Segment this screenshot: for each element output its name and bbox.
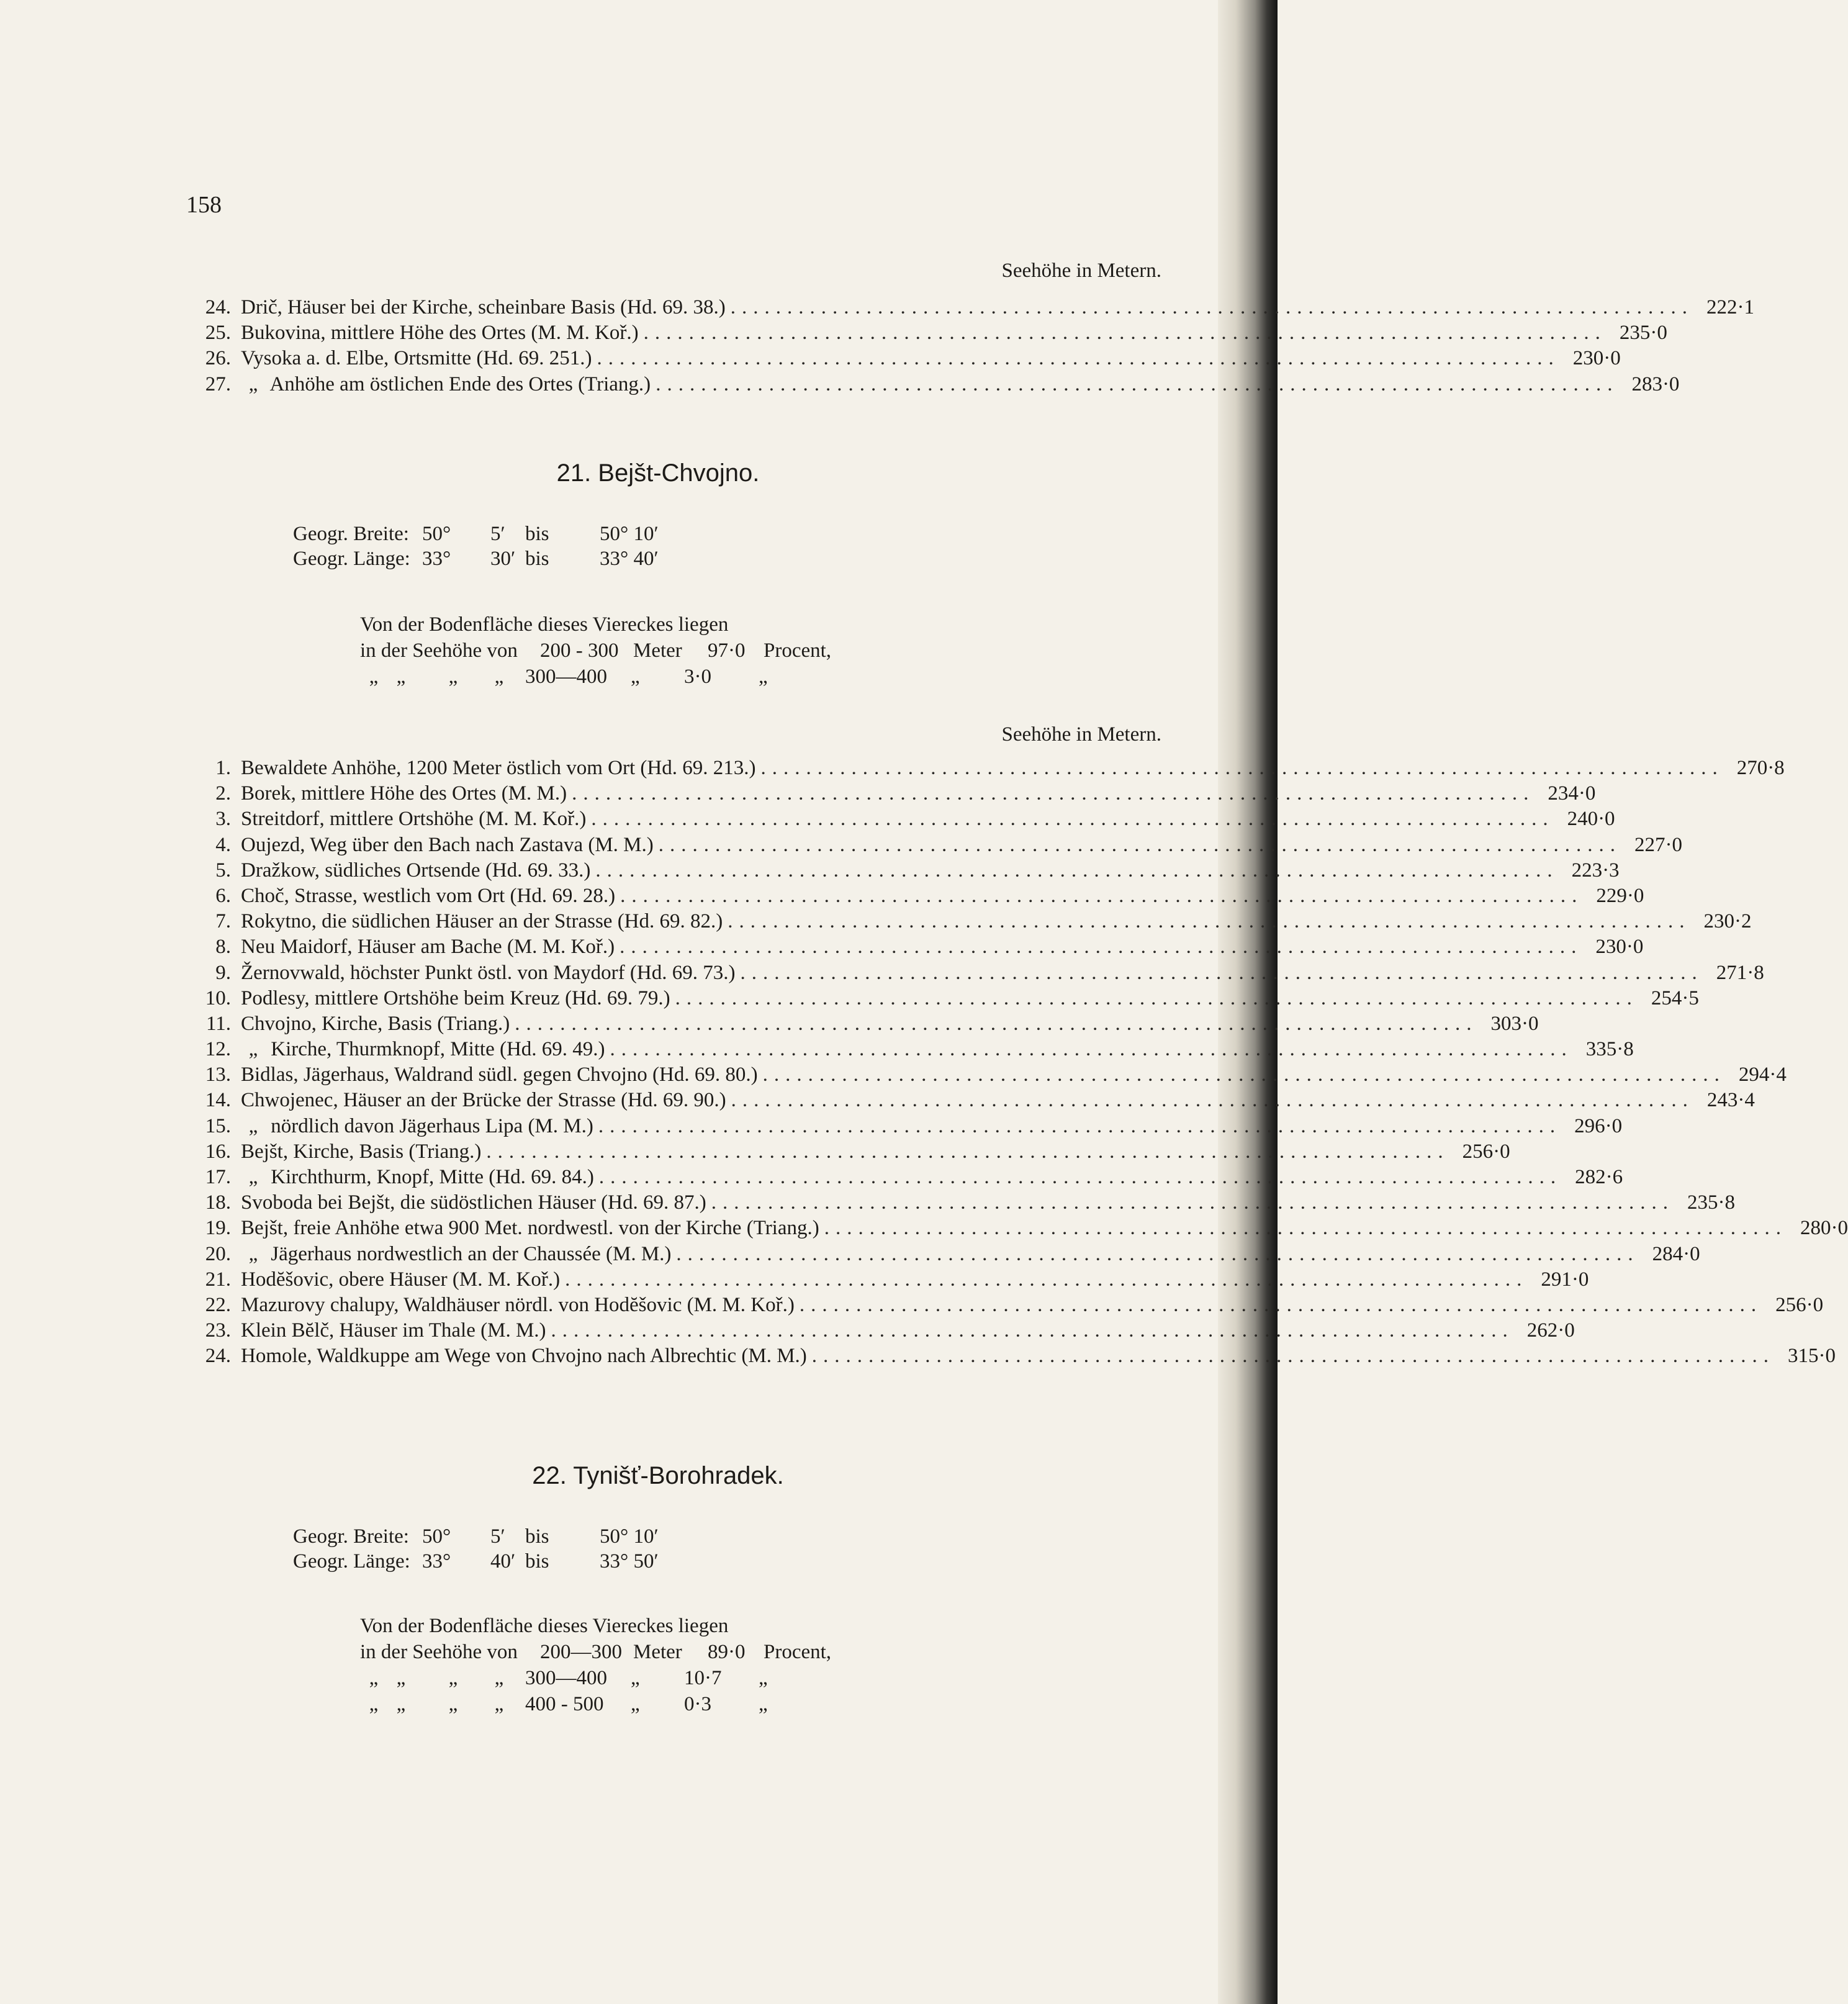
table-row [186,910,1752,936]
entry-number: 18. [205,1191,231,1214]
dot-leader: ..................................................................................... [811,1345,1775,1368]
distribution-suffix: Procent, [764,1641,832,1663]
latitude-from-min: 5′ [490,523,505,545]
entry-elevation: 254·5 [1651,986,1699,1009]
distribution-range: 400 - 500 [525,1693,604,1715]
entry-elevation: 282·6 [1575,1166,1623,1188]
entry-text-body: Anhöhe am östlichen Ende des Ortes (Triang.) [269,372,651,395]
dot-leader: ..................................................................................... [675,986,1638,1009]
distribution-value: 0·3 [684,1693,711,1715]
column-header: Seehöhe in Metern. [1001,260,1161,282]
distribution-suffix: „ [759,1667,768,1689]
entry-number: 2. [215,782,231,805]
dot-leader: ..................................................................................... [731,1089,1694,1112]
dot-leader: ..................................................................................... [711,1191,1674,1214]
table-row [186,884,1644,910]
longitude-line [293,1549,659,1574]
entry-elevation: 230·2 [1703,910,1752,933]
entry-number: 20. [205,1242,231,1265]
entry-elevation: 227·0 [1634,833,1683,856]
entry-text [241,1038,605,1061]
table-row [186,1063,1787,1089]
table-row [186,1012,1539,1038]
section-title: 22. Tynišť-Borohradek. [532,1462,784,1489]
distribution-intro: Von der Bodenfläche dieses Viereckes liegen [360,613,729,636]
entry-number: 11. [205,1012,231,1035]
entry-number: 8. [215,936,231,959]
entry-text: Streitdorf, mittlere Ortshöhe (M. M. Koř.) [241,808,587,831]
entry-elevation: 283·0 [1631,372,1680,395]
ditto-mark: „ [248,372,258,395]
table-row [186,1191,1735,1217]
entry-elevation: 256·0 [1462,1140,1510,1163]
entry-number: 24. [205,296,231,318]
latitude-label: Geogr. Breite: [293,1525,409,1548]
ditto-mark: „ [494,666,504,688]
dot-leader: ..................................................................................... [658,833,1622,856]
table-row [186,1319,1575,1345]
dot-leader: ..................................................................................... [760,757,1724,779]
distribution-value: 3·0 [684,666,711,688]
distribution-range: 200—300 [540,1641,622,1663]
dot-leader: ..................................................................................... [515,1012,1478,1035]
entry-text-body: nördlich davon Jägerhaus Lipa (M. M.) [271,1114,593,1137]
entry-text [241,1243,671,1266]
latitude-line [293,1524,659,1549]
distribution-value: 89·0 [708,1641,746,1663]
distribution-suffix: „ [759,666,768,688]
entry-text [241,1166,594,1189]
ditto-mark: „ [396,666,406,688]
distribution-value: 10·7 [684,1667,722,1689]
ditto-mark: „ [248,1166,258,1188]
ditto-mark: „ [248,1114,258,1137]
entry-number: 21. [205,1268,231,1291]
distribution-unit: Meter [633,639,682,662]
dot-leader: ..................................................................................... [740,961,1703,984]
table-row [186,1293,1824,1319]
dot-leader: ..................................................................................... [572,782,1535,805]
table-row [186,347,1621,372]
ditto-mark: „ [248,1242,258,1265]
entry-number: 14. [205,1089,231,1112]
table-row [186,1089,1755,1114]
entry-text: Klein Bĕlč, Häuser im Thale (M. M.) [241,1319,546,1342]
entry-elevation: 280·0 [1800,1217,1848,1240]
dot-leader: ..................................................................................... [762,1063,1726,1086]
ditto-mark: „ [369,1693,379,1715]
entry-text-body: Jägerhaus nordwestlich an der Chaussée (M. M.) [271,1242,672,1265]
entry-number: 4. [215,833,231,856]
entry-number: 10. [205,986,231,1009]
entry-text: Bejšt, freie Anhöhe etwa 900 Met. nordwestl. von der Kirche (Triang.) [241,1217,819,1240]
dot-leader: ..................................................................................... [598,1114,1562,1137]
entry-elevation: 296·0 [1574,1114,1623,1137]
table-row [186,1166,1623,1191]
distribution-range: 300—400 [525,1667,607,1689]
ditto-mark: „ [248,1038,258,1061]
distribution-unit: „ [631,666,640,688]
entry-text: Bejšt, Kirche, Basis (Triang.) [241,1140,482,1163]
entry-number: 12. [205,1038,231,1061]
dot-leader: ..................................................................................... [728,910,1691,933]
entry-text-body: Kirche, Thurmknopf, Mitte (Hd. 69. 49.) [271,1038,605,1061]
table-row [186,1140,1510,1166]
longitude-from-deg: 33° [422,548,451,570]
distribution-intro: Von der Bodenfläche dieses Viereckes liegen [360,1615,729,1637]
entry-number: 19. [205,1217,231,1240]
entry-number: 13. [205,1063,231,1086]
entry-number: 9. [215,961,231,984]
longitude-to: 33° 50′ [600,1550,659,1573]
dot-leader: ..................................................................................... [595,859,1559,882]
dot-leader: ..................................................................................... [620,936,1583,959]
distribution-suffix: Procent, [764,639,832,662]
distribution-row [360,1639,831,1665]
elevation-distribution [360,1613,831,1717]
dot-leader: ..................................................................................... [486,1140,1449,1163]
distribution-unit: Meter [633,1641,682,1663]
table-row [186,1345,1836,1370]
entry-text: Dražkow, südliches Ortsende (Hd. 69. 33.) [241,859,591,882]
entry-elevation: 235·0 [1619,322,1667,345]
dot-leader: ..................................................................................... [799,1293,1763,1316]
entry-elevation: 271·8 [1716,961,1764,984]
latitude-bis: bis [525,523,549,545]
distribution-unit: „ [631,1667,640,1689]
distribution-row [360,664,831,690]
distribution-range: 200 - 300 [540,639,619,662]
entry-text: Chwojenec, Häuser an der Brücke der Strasse (Hd. 69. 90.) [241,1089,726,1112]
table-row [186,1217,1848,1242]
elevation-distribution [360,612,831,690]
entry-text: Choč, Strasse, westlich vom Ort (Hd. 69. 28.) [241,884,616,907]
entry-text [241,373,651,396]
dot-leader: ..................................................................................... [620,884,1584,907]
distribution-suffix: „ [759,1693,768,1715]
dot-leader: ..................................................................................... [565,1268,1528,1291]
section21-list [186,757,1848,1371]
latitude-to: 50° 10′ [600,523,659,545]
distribution-value: 97·0 [708,639,746,662]
ditto-mark: „ [396,1693,406,1715]
latitude-bis: bis [525,1525,549,1548]
entry-elevation: 240·0 [1567,808,1615,831]
entry-elevation: 291·0 [1541,1268,1589,1291]
distribution-row [360,1665,831,1691]
column-header: Seehöhe in Metern. [1001,723,1161,746]
ditto-mark: „ [448,1667,458,1689]
table-row [186,1038,1634,1063]
latitude-from-deg: 50° [422,1525,451,1548]
entry-elevation: 234·0 [1548,782,1596,805]
dot-leader: ..................................................................................... [676,1242,1639,1265]
table-row [186,782,1596,808]
entry-text: Bukovina, mittlere Höhe des Ortes (M. M. Koř.) [241,322,639,345]
section-title: 21. Bejšt-Chvojno. [556,459,760,487]
entry-text: Žernovwald, höchster Punkt östl. von Maydorf (Hd. 69. 73.) [241,961,736,984]
longitude-bis: bis [525,1550,549,1573]
entry-elevation: 284·0 [1652,1242,1700,1265]
entry-text-body: Kirchthurm, Knopf, Mitte (Hd. 69. 84.) [271,1166,594,1188]
entry-elevation: 243·4 [1706,1089,1755,1112]
entry-number: 24. [205,1345,231,1368]
longitude-label: Geogr. Länge: [293,1550,410,1573]
table-row [186,961,1764,987]
entry-text: Bidlas, Jägerhaus, Waldrand südl. gegen Chvojno (Hd. 69. 80.) [241,1063,758,1086]
table-row [186,808,1615,833]
entry-number: 3. [215,808,231,831]
page-number: 158 [186,192,222,218]
ditto-mark: „ [448,1693,458,1715]
entry-number: 7. [215,910,231,933]
dot-leader: ..................................................................................... [597,347,1560,370]
table-row [186,322,1667,347]
ditto-mark: „ [369,666,379,688]
ditto-mark: „ [494,1667,504,1689]
dot-leader: ..................................................................................... [610,1038,1573,1061]
entry-elevation: 229·0 [1596,884,1644,907]
latitude-label: Geogr. Breite: [293,523,409,545]
table-row [186,859,1620,885]
entry-number: 23. [205,1319,231,1342]
geographic-coordinates [293,1524,659,1574]
dot-leader: ..................................................................................... [643,322,1607,345]
table-row [186,833,1683,859]
entry-text: Bewaldete Anhöhe, 1200 Meter östlich vom Ort (Hd. 69. 213.) [241,757,756,779]
entry-elevation: 335·8 [1585,1038,1634,1061]
entry-number: 26. [205,347,231,370]
entry-text: Oujezd, Weg über den Bach nach Zastava (M. M.) [241,833,654,856]
distribution-range: 300—400 [525,666,607,688]
entry-number: 5. [215,859,231,882]
distribution-row [360,1691,831,1717]
entry-text: Hodĕšovic, obere Häuser (M. M. Koř.) [241,1268,561,1291]
entry-elevation: 223·3 [1571,859,1620,882]
entry-text: Homole, Waldkuppe am Wege von Chvojno nach Albrechtic (M. M.) [241,1345,807,1368]
dot-leader: ..................................................................................... [598,1166,1562,1188]
dot-leader: ..................................................................................... [591,808,1554,831]
entry-text: Rokytno, die südlichen Häuser an der Strasse (Hd. 69. 82.) [241,910,723,933]
entry-elevation: 303·0 [1490,1012,1539,1035]
entry-text: Neu Maidorf, Häuser am Bache (M. M. Koř.) [241,936,615,959]
entry-number: 6. [215,884,231,907]
entry-number: 1. [215,757,231,779]
entry-text: Svoboda bei Bejšt, die südöstlichen Häuser (Hd. 69. 87.) [241,1191,706,1214]
entry-elevation: 294·4 [1738,1063,1787,1086]
entry-elevation: 222·1 [1706,296,1754,318]
entry-text: Mazurovy chalupy, Waldhäuser nördl. von Hodĕšovic (M. M. Koř.) [241,1293,795,1316]
entry-elevation: 235·8 [1687,1191,1735,1214]
table-row [186,372,1680,399]
latitude-to: 50° 10′ [600,1525,659,1548]
longitude-line [293,546,659,571]
table-row [186,986,1699,1013]
entry-number: 15. [205,1114,231,1137]
table-row [186,1242,1700,1268]
entry-elevation: 256·0 [1775,1293,1824,1316]
table-row [186,757,1785,782]
entry-text: Drič, Häuser bei der Kirche, scheinbare Basis (Hd. 69. 38.) [241,296,726,318]
longitude-from-min: 40′ [490,1550,516,1573]
entry-elevation: 230·0 [1572,347,1621,370]
entry-elevation: 262·0 [1526,1319,1575,1342]
entry-number: 17. [205,1166,231,1188]
entry-text: Vysoka a. d. Elbe, Ortsmitte (Hd. 69. 251.) [241,347,592,370]
dot-leader: ..................................................................................... [551,1319,1514,1342]
entry-elevation: 315·0 [1788,1345,1836,1368]
ditto-mark: „ [448,666,458,688]
latitude-from-min: 5′ [490,1525,505,1548]
ditto-mark: „ [369,1667,379,1689]
entry-number: 25. [205,322,231,345]
entry-elevation: 270·8 [1736,757,1785,779]
entry-text: Borek, mittlere Höhe des Ortes (M. M.) [241,782,567,805]
dot-leader: ..................................................................................... [824,1217,1787,1240]
table-row [186,936,1644,961]
longitude-from-min: 30′ [490,548,516,570]
longitude-to: 33° 40′ [600,548,659,570]
latitude-line [293,521,659,546]
section20-list [186,296,1754,399]
geographic-coordinates [293,521,659,571]
entry-text: Chvojno, Kirche, Basis (Triang.) [241,1012,510,1035]
dot-leader: ..................................................................................... [730,296,1693,318]
entry-number: 22. [205,1293,231,1316]
distribution-row [360,638,831,664]
distribution-unit: „ [631,1693,640,1715]
longitude-label: Geogr. Länge: [293,548,410,570]
entry-text: Podlesy, mittlere Ortshöhe beim Kreuz (Hd. 69. 79.) [241,986,670,1009]
table-row [186,1114,1623,1140]
entry-text [241,1115,593,1138]
table-row [186,1268,1589,1294]
entry-number: 16. [205,1140,231,1163]
distribution-intro-2: in der Seehöhe von [360,1641,518,1663]
entry-elevation: 230·0 [1595,936,1644,959]
dot-leader: ..................................................................................... [656,372,1619,395]
longitude-from-deg: 33° [422,1550,451,1573]
distribution-intro-2: in der Seehöhe von [360,639,518,662]
longitude-bis: bis [525,548,549,570]
ditto-mark: „ [396,1667,406,1689]
latitude-from-deg: 50° [422,523,451,545]
entry-number: 27. [205,372,231,395]
ditto-mark: „ [494,1693,504,1715]
table-row [186,296,1754,322]
